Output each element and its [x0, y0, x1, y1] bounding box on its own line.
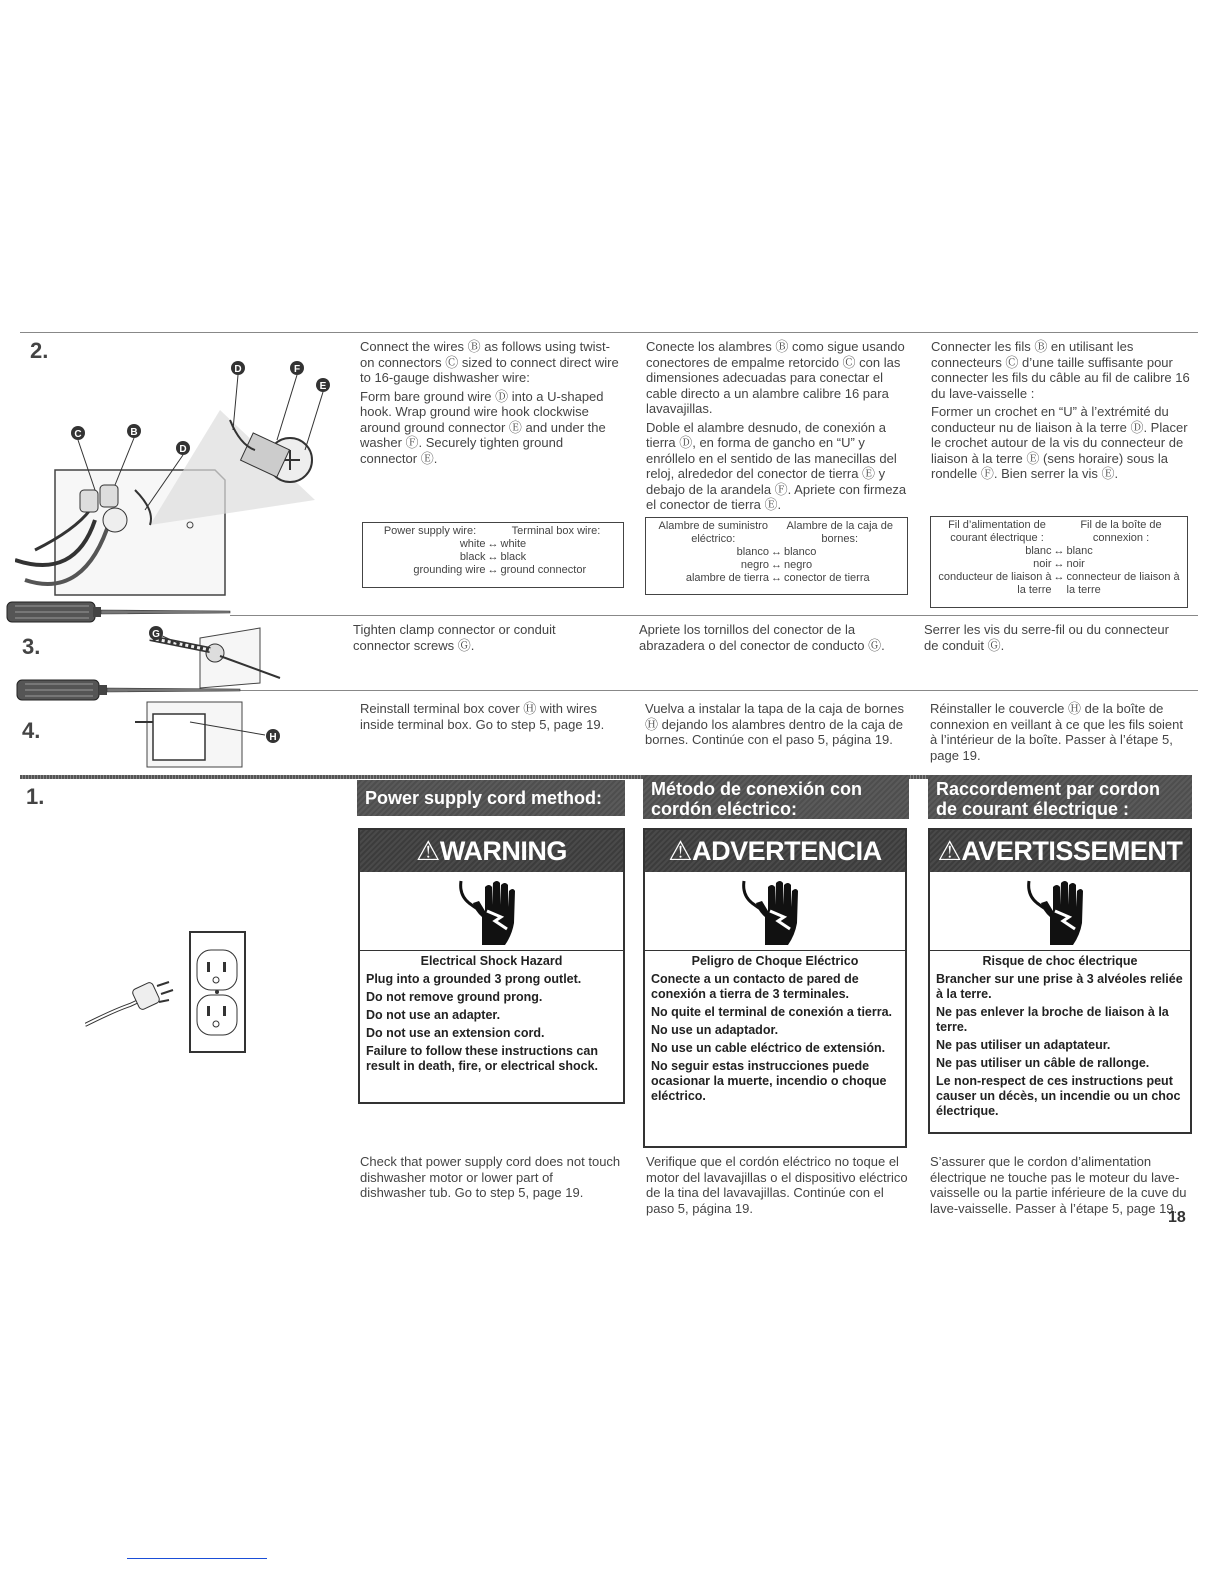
- step-2-number: 2.: [30, 338, 49, 363]
- warning-title: Risque de choc électrique: [982, 954, 1138, 968]
- divider-step4: [240, 690, 1198, 691]
- step-2-illustration: [15, 350, 345, 640]
- wire-table-fr-head-2: Fil de la boîte de connexion :: [1080, 519, 1162, 544]
- step-1-number: 1.: [26, 784, 45, 809]
- wire-table-es-cell: conector de tierra: [784, 572, 870, 584]
- wire-table-fr-head-1: Fil d’alimentation de courant électrique :: [948, 519, 1046, 544]
- wire-table-fr-cell: noir: [1033, 558, 1052, 570]
- step-2-text-fr: [931, 339, 1193, 485]
- banner-en: Power supply cord method:: [357, 780, 625, 816]
- step-4-text-en: Reinstall terminal box cover Ⓗ with wires inside terminal box. Go to step 5, page 19.: [360, 701, 605, 732]
- step-3-text-en: Tighten clamp connector or conduit connector screws Ⓖ.: [353, 622, 556, 653]
- warning-title: Peligro de Choque Eléctrico: [691, 954, 859, 968]
- warning-line: Plug into a grounded 3 prong outlet.: [366, 972, 582, 986]
- divider-step3: [230, 615, 1198, 616]
- banner-es: Método de conexión con cordón eléctrico:: [643, 775, 909, 819]
- warning-heading: ⚠WARNING: [360, 830, 623, 872]
- step-1-after-es: Verifique que el cordón eléctrico no toque el motor del lavavajillas o el dispositivo eléctrico de la tina del lavavajillas. Continúe con el paso 5, página 19.: [646, 1154, 908, 1216]
- callout-d-top: D: [234, 364, 242, 375]
- warning-line: Do not use an adapter.: [366, 1008, 501, 1022]
- callout-d: D: [179, 444, 187, 455]
- wire-table-es-cell: blanco: [784, 546, 817, 558]
- wire-table-en-cell: white: [459, 538, 486, 550]
- warning-line: No use un adaptador.: [651, 1023, 779, 1037]
- warning-line: Ne pas utiliser un adaptateur.: [936, 1038, 1111, 1052]
- wire-table-es-head-1: Alambre de suministro eléctrico:: [658, 520, 768, 545]
- shock-hazard-icon: [360, 872, 623, 950]
- wire-table-en-head-1: Power supply wire:: [383, 525, 477, 537]
- step-3-text-es: Apriete los tornillos del conector de la abrazadera o del conector de conducto Ⓖ.: [639, 622, 885, 653]
- step-2-es-p1: Conecte los alambres Ⓑ como sigue usando conectores de empalme retorcido Ⓒ con las dimensiones adecuadas para conectar el cable directo a un alambre calibre 16 para lavavajillas.: [646, 339, 905, 416]
- step-3-text-fr: Serrer les vis du serre-fil ou du connecteur de conduit Ⓖ.: [924, 622, 1169, 653]
- warning-title: Electrical Shock Hazard: [420, 954, 563, 968]
- step-1-after-en: Check that power supply cord does not touch dishwasher motor or lower part of dishwasher tub. Go to step 5, page 19.: [360, 1154, 621, 1200]
- warning-line: Ne pas enlever la broche de liaison à la terre.: [936, 1005, 1169, 1034]
- wire-table-es-cell: negro: [740, 559, 769, 571]
- step-3-number: 3.: [22, 634, 41, 659]
- wire-table-fr-cell: noir: [1066, 558, 1085, 570]
- callout-e: E: [319, 381, 327, 392]
- warning-line: Conecte a un contacto de pared de conexión a tierra de 3 terminales.: [651, 972, 859, 1001]
- wire-table-es-cell: negro: [784, 559, 813, 571]
- warning-line: Ne pas utiliser un câble de rallonge.: [936, 1056, 1150, 1070]
- warning-line: Failure to follow these instructions can result in death, fire, or electrical shock.: [366, 1044, 599, 1073]
- shock-hazard-icon: [930, 872, 1190, 950]
- callout-g: G: [152, 629, 160, 640]
- warning-heading: ⚠ADVERTENCIA: [645, 830, 905, 872]
- warning-heading: ⚠AVERTISSEMENT: [930, 830, 1190, 872]
- wire-table-es-cell: alambre de tierra: [685, 572, 769, 584]
- step-2-fr-p2: Former un crochet en “U” à l’extrémité du conducteur nu de liaison à la terre Ⓓ. Placer le crochet autour de la vis du connecteur de liaison à la terre Ⓔ (sens horaire) sous la rondelle Ⓕ. Bien serrer la vis Ⓔ.: [931, 404, 1188, 481]
- step-2-text-es: [646, 339, 908, 516]
- wire-table-en-cell: black: [500, 551, 527, 563]
- step-2-en-p1: Connect the wires Ⓑ as follows using twist-on connectors Ⓒ sized to connect direct wire to 16-gauge dishwasher wire:: [360, 339, 619, 385]
- wire-table-en-cell: black: [459, 551, 486, 563]
- wire-table-es-cell: blanco: [736, 546, 769, 558]
- wire-table-fr-cell: blanc: [1025, 545, 1052, 557]
- link-underline: [127, 1558, 267, 1559]
- callout-h: H: [269, 732, 277, 743]
- warning-line: No seguir estas instrucciones puede ocasionar la muerte, incendio o choque eléctrico.: [651, 1059, 887, 1103]
- warning-line: No quite el terminal de conexión a tierra.: [651, 1005, 893, 1019]
- step-2-en-p2: Form bare ground wire Ⓓ into a U-shaped hook. Wrap ground wire hook clockwise around ground connector Ⓔ and under the washer Ⓕ. Securely tighten ground connector Ⓔ.: [360, 388, 606, 466]
- banner-fr: Raccordement par cordon de courant électrique :: [928, 775, 1192, 819]
- step-4-text-es: Vuelva a instalar la tapa de la caja de bornes Ⓗ dejando los alambres dentro de la caja de bornes. Continúe con el paso 5, página 19.: [645, 701, 904, 747]
- warning-line: Do not use an extension cord.: [366, 1026, 545, 1040]
- outlet-illustration: [85, 930, 250, 1055]
- warning-line: Brancher sur une prise à 3 alvéoles reliée à la terre.: [936, 972, 1183, 1001]
- step-1-after-fr: S’assurer que le cordon d’alimentation électrique ne touche pas le moteur du lave-vaisselle ou la partie inférieure de la cuve du lave-vaisselle. Passer à l’étape 5, page 19.: [930, 1154, 1187, 1216]
- wire-table-fr: Fil d’alimentation de courant électrique : Fil de la boîte de connexion : blanc ↔ blanc noir ↔ noir conducteur de liaison à la terre ↔ connecteur de liaison à la terre: [930, 516, 1188, 608]
- wire-table-es: Alambre de suministro eléctrico: Alambre de la caja de bornes: blanco ↔ blanco negro ↔ negro alambre de tierra ↔ conector de tierra: [645, 517, 908, 595]
- wire-table-es-head-2: Alambre de la caja de bornes:: [786, 520, 893, 545]
- warning-box-fr: [928, 828, 1192, 1134]
- wire-table-en-head-2: Terminal box wire:: [511, 525, 601, 537]
- wire-table-fr-cell: connecteur de liaison à la terre: [1066, 571, 1180, 596]
- divider-top: [20, 332, 1198, 333]
- wire-table-en-cell: white: [500, 538, 527, 550]
- callout-c: C: [74, 429, 82, 440]
- page-number: 18: [1168, 1209, 1186, 1226]
- step-2-text-en: [360, 339, 622, 469]
- step-2-es-p2: Doble el alambre desnudo, de conexión a tierra Ⓓ, en forma de gancho en “U” y enróllelo en el sentido de las manecillas del reloj, alrededor del conector de tierra Ⓔ y debajo de la arandela Ⓕ. Apriete con firmeza el conector de tierra Ⓔ.: [646, 419, 907, 512]
- callout-f: F: [293, 364, 301, 375]
- step-4-illustration: [135, 700, 295, 770]
- warning-box-en: [358, 828, 625, 1104]
- shock-hazard-icon: [645, 872, 905, 950]
- wire-table-en: Power supply wire: Terminal box wire: white ↔ white black ↔ black grounding wire ↔ ground connector: [362, 522, 624, 588]
- warning-box-es: [643, 828, 907, 1148]
- step-2-fr-p1: Connecter les fils Ⓑ en utilisant les connecteurs Ⓒ d’une taille suffisante pour connecter les fils du câble au fil de calibre 16 du lave-vaisselle :: [931, 339, 1190, 401]
- warning-line: Do not remove ground prong.: [366, 990, 543, 1004]
- wire-table-fr-cell: blanc: [1066, 545, 1093, 557]
- wire-table-en-cell: grounding wire: [413, 564, 486, 576]
- step-4-number: 4.: [22, 718, 41, 743]
- warning-line: No use un cable eléctrico de extensión.: [651, 1041, 886, 1055]
- callout-b: B: [130, 427, 138, 438]
- wire-table-en-cell: ground connector: [500, 564, 587, 576]
- wire-table-fr-cell: conducteur de liaison à la terre: [938, 571, 1052, 596]
- warning-line: Le non-respect de ces instructions peut causer un décès, un incendie ou un choc électrique.: [936, 1074, 1181, 1118]
- step-4-text-fr: Réinstaller le couvercle Ⓗ de la boîte de connexion en veillant à ce que les fils soient à l’intérieur de la boîte. Passer à l’étape 5, page 19.: [930, 701, 1183, 763]
